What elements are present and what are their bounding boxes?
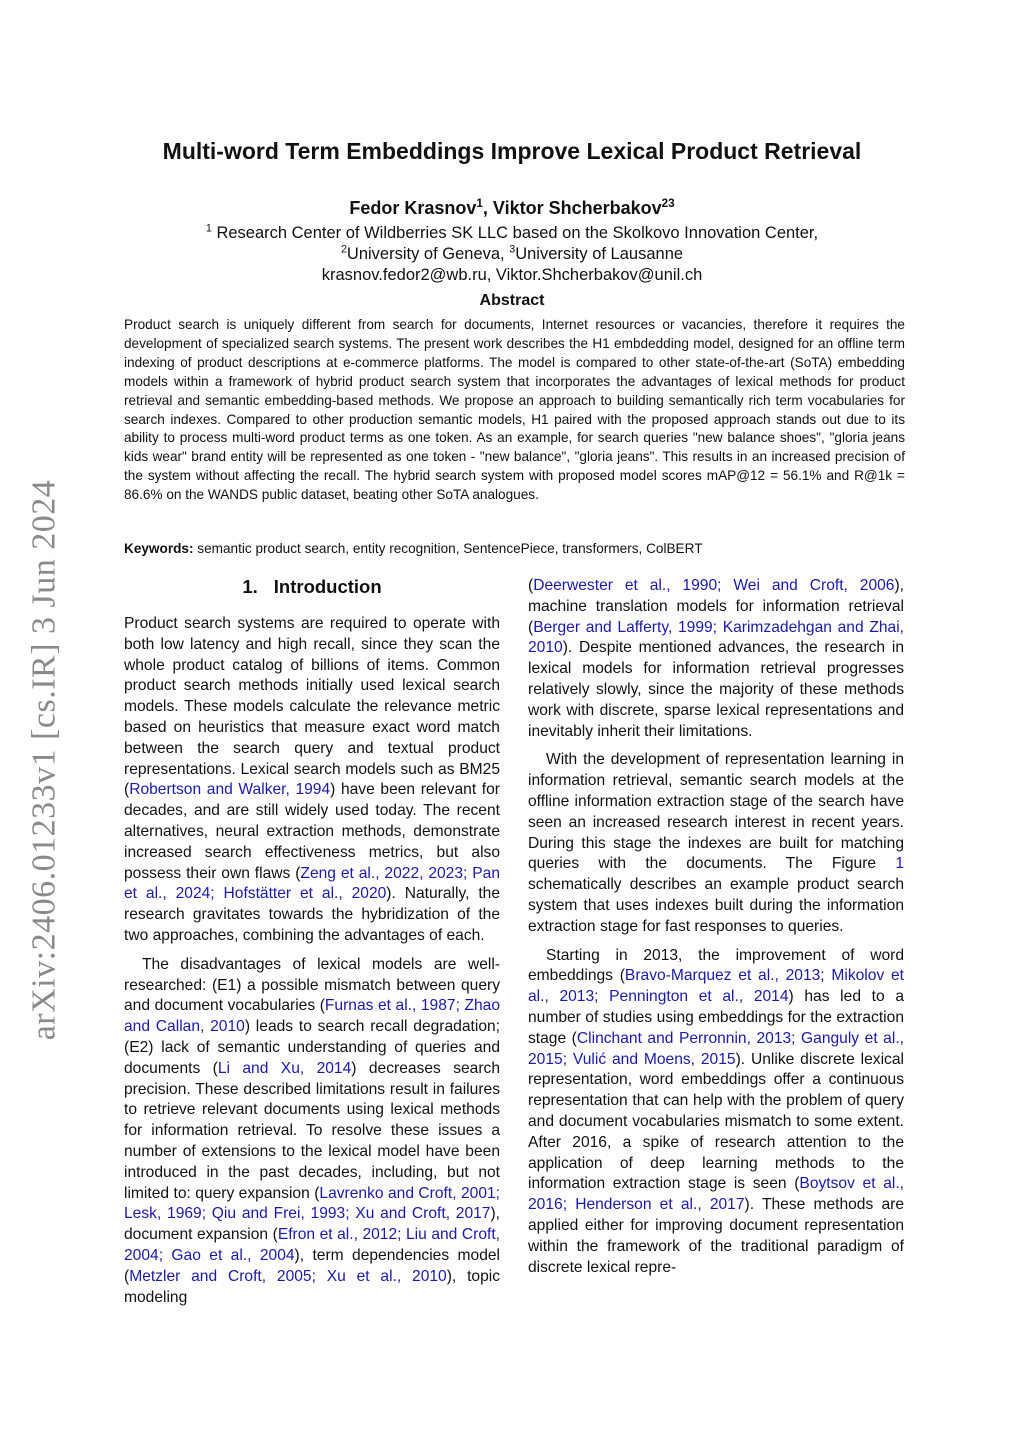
citation-link[interactable]: Efron et al., 2012; Liu and Croft, 2004; Gao et al., 2004 <box>124 1226 500 1264</box>
text-run: ), document expansion ( <box>124 1205 500 1244</box>
intro-paragraph-5 <box>528 946 904 1279</box>
citation-link[interactable]: Bravo-Marquez et al., 2013; Mikolov et al., 2013; Pennington et al., 2014 <box>528 967 905 1006</box>
paper-title: Multi-word Term Embeddings Improve Lexical Product Retrieval <box>162 138 862 164</box>
citation-link[interactable]: Berger and Lafferty, 1999; Karimzadehgan and Zhai, 2010 <box>528 618 904 657</box>
text-run: ), term dependencies model ( <box>124 1246 501 1285</box>
affil-1-marker: 1 <box>205 222 212 235</box>
text-run: ) have been relevant for decades, and are still widely used today. The recent alternatives, neural extraction methods, demonstrate increased search effectiveness metrics, but also possess their own flaws ( <box>124 781 501 882</box>
affil-3-marker: 3 <box>509 243 516 256</box>
citation-link[interactable]: Clinchant and Perronnin, 2013; Ganguly et al., 2015; Vulić and Moens, 2015 <box>528 1029 904 1068</box>
text-run: ). Unlike discrete lexical representation, word embeddings offer a continuous representation that can help with the problem of query and document vocabularies mismatch to some extent. After 2016, a spike of research attention to the application of deep learning methods to the information extraction stage is seen ( <box>528 1050 904 1193</box>
affiliation-2 <box>0 245 1024 264</box>
author-separator: , <box>482 198 493 218</box>
text-run: ). Despite mentioned advances, the research in lexical models for information retrieval progresses relatively slowly, since the majority of these methods work with discrete, sparse lexical representations and inevitably inherit their limitations. <box>528 639 904 740</box>
text-run: ), topic modeling <box>124 1267 501 1306</box>
keywords-text: semantic product search, entity recognition, SentencePiece, transformers, ColBERT <box>193 541 703 556</box>
text-run: ) leads to search recall degradation; (E2) lack of semantic understanding of queries and documents ( <box>124 1018 500 1077</box>
affil-3-text: University of Lausanne <box>515 245 684 263</box>
text-run: ), machine translation models for information retrieval ( <box>528 577 904 636</box>
citation-link[interactable]: Li and Xu, 2014 <box>217 1059 352 1077</box>
right-column <box>528 576 904 1278</box>
author-2-affil: 23 <box>661 197 675 210</box>
citation-link[interactable]: Robertson and Walker, 1994 <box>129 781 331 799</box>
affil-1-text: Research Center of Wildberries SK LLC based on the Skolkovo Innovation Center, <box>211 224 819 242</box>
text-run: ). Naturally, the research gravitates towards the hybridization of the two approaches, combining the advantages of each. <box>124 885 500 944</box>
keywords <box>124 541 905 556</box>
text-run: ). These methods are applied either for improving document representation within the framework of the traditional paradigm of discrete lexical repre- <box>528 1196 904 1276</box>
arxiv-margin-stamp <box>14 470 74 1050</box>
text-run: ) has led to a number of studies using embeddings for the extraction stage ( <box>528 988 904 1047</box>
citation-link[interactable]: Zeng et al., 2022, 2023; Pan et al., 2024; Hofstätter et al., 2020 <box>124 864 500 903</box>
text-run: ) decreases search precision. These described limitations result in failures to retrieve relevant documents using lexical methods for information retrieval. To resolve these issues a number of extensions to the lexical model have been introduced in the past decades, including, but not limited to: query expansion ( <box>124 1059 500 1202</box>
section-number: 1. <box>242 576 258 597</box>
intro-paragraph-3 <box>528 576 904 742</box>
text-run: With the development of representation learning in information retrieval, semantic search models at the offline information extraction stage of the search have seen an increased research interest in recent years. During this stage the indexes are built for matching queries with the documents. The Figure <box>528 751 904 873</box>
author-emails: krasnov.fedor2@wb.ru, Viktor.Shcherbakov@unil.ch <box>321 266 703 284</box>
author-1-affil: 1 <box>476 197 483 210</box>
left-column <box>124 576 500 1308</box>
intro-paragraph-2 <box>124 955 500 1309</box>
abstract-heading: Abstract <box>479 292 545 309</box>
text-run: schematically describes an example product search system that uses indexes built during the information extraction stage for fast responses to queries. <box>528 876 904 935</box>
affil-2-marker: 2 <box>340 243 347 256</box>
section-title: Introduction <box>273 576 382 597</box>
affil-2-text: University of Geneva, <box>346 245 510 263</box>
text-run: Product search systems are required to operate with both low latency and high recall, since they scan the whole product catalog of billions of items. Common product search methods initially used lexical search models. These models calculate the relevance metric based on heuristics that measure exact word match between the search query and textual product representations. Lexical search models such as BM25 ( <box>124 615 500 799</box>
author-2: Viktor Shcherbakov <box>492 198 662 218</box>
citation-link[interactable]: Deerwester et al., 1990; Wei and Croft, 2006 <box>533 577 895 594</box>
citation-link[interactable]: Lavrenko and Croft, 2001; Lesk, 1969; Qiu and Frei, 1993; Xu and Croft, 2017 <box>124 1184 500 1223</box>
text-run: Starting in 2013, the improvement of word embeddings ( <box>528 946 904 985</box>
citation-link[interactable]: Furnas et al., 1987; Zhao and Callan, 2010 <box>124 997 500 1036</box>
author-1: Fedor Krasnov <box>349 198 477 218</box>
intro-paragraph-4 <box>528 750 904 937</box>
abstract-text: Product search is uniquely different from search for documents, Internet resources or vacancies, therefore it requires the development of specialized search systems. The present work describes the H1 embdedding model, designed for an offline term indexing of product descriptions at e-commerce platforms. The model is compared to other state-of-the-art (SoTA) embedding models within a framework of hybrid product search system that incorporates the advantages of lexical methods for product retrieval and semantic embedding-based methods. We propose an approach to building semantically rich term vocabularies for search indexes. Compared to other production semantic models, H1 paired with the proposed approach stands out due to its ability to process multi-word product terms as one token. As an example, for search queries "new balance shoes", "gloria jeans kids wear" brand entity will be represented as one token - "new balance", "gloria jeans". This results in an increased precision of the system without affecting the recall. The hybrid search system with proposed model scores mAP@12 = 56.1% and R@1k = 86.6% on the WANDS public dataset, beating other SoTA analogues. <box>124 317 905 503</box>
author-line <box>0 198 1024 219</box>
text-run: ( <box>528 577 534 594</box>
figure-ref-link[interactable]: 1 <box>895 855 904 873</box>
affiliation-1 <box>0 224 1024 243</box>
citation-link[interactable]: Boytsov et al., 2016; Henderson et al., 2017 <box>528 1175 904 1214</box>
keywords-label: Keywords: <box>124 541 194 556</box>
text-run: The disadvantages of lexical models are well-researched: (E1) a possible mismatch between query and document vocabularies ( <box>124 955 500 1015</box>
section-heading <box>124 576 500 598</box>
arxiv-id: arXiv:2406.01233v1 [cs.IR] 3 Jun 2024 <box>25 479 62 1041</box>
citation-link[interactable]: Metzler and Croft, 2005; Xu et al., 2010 <box>129 1267 447 1285</box>
intro-paragraph-1 <box>124 614 500 947</box>
